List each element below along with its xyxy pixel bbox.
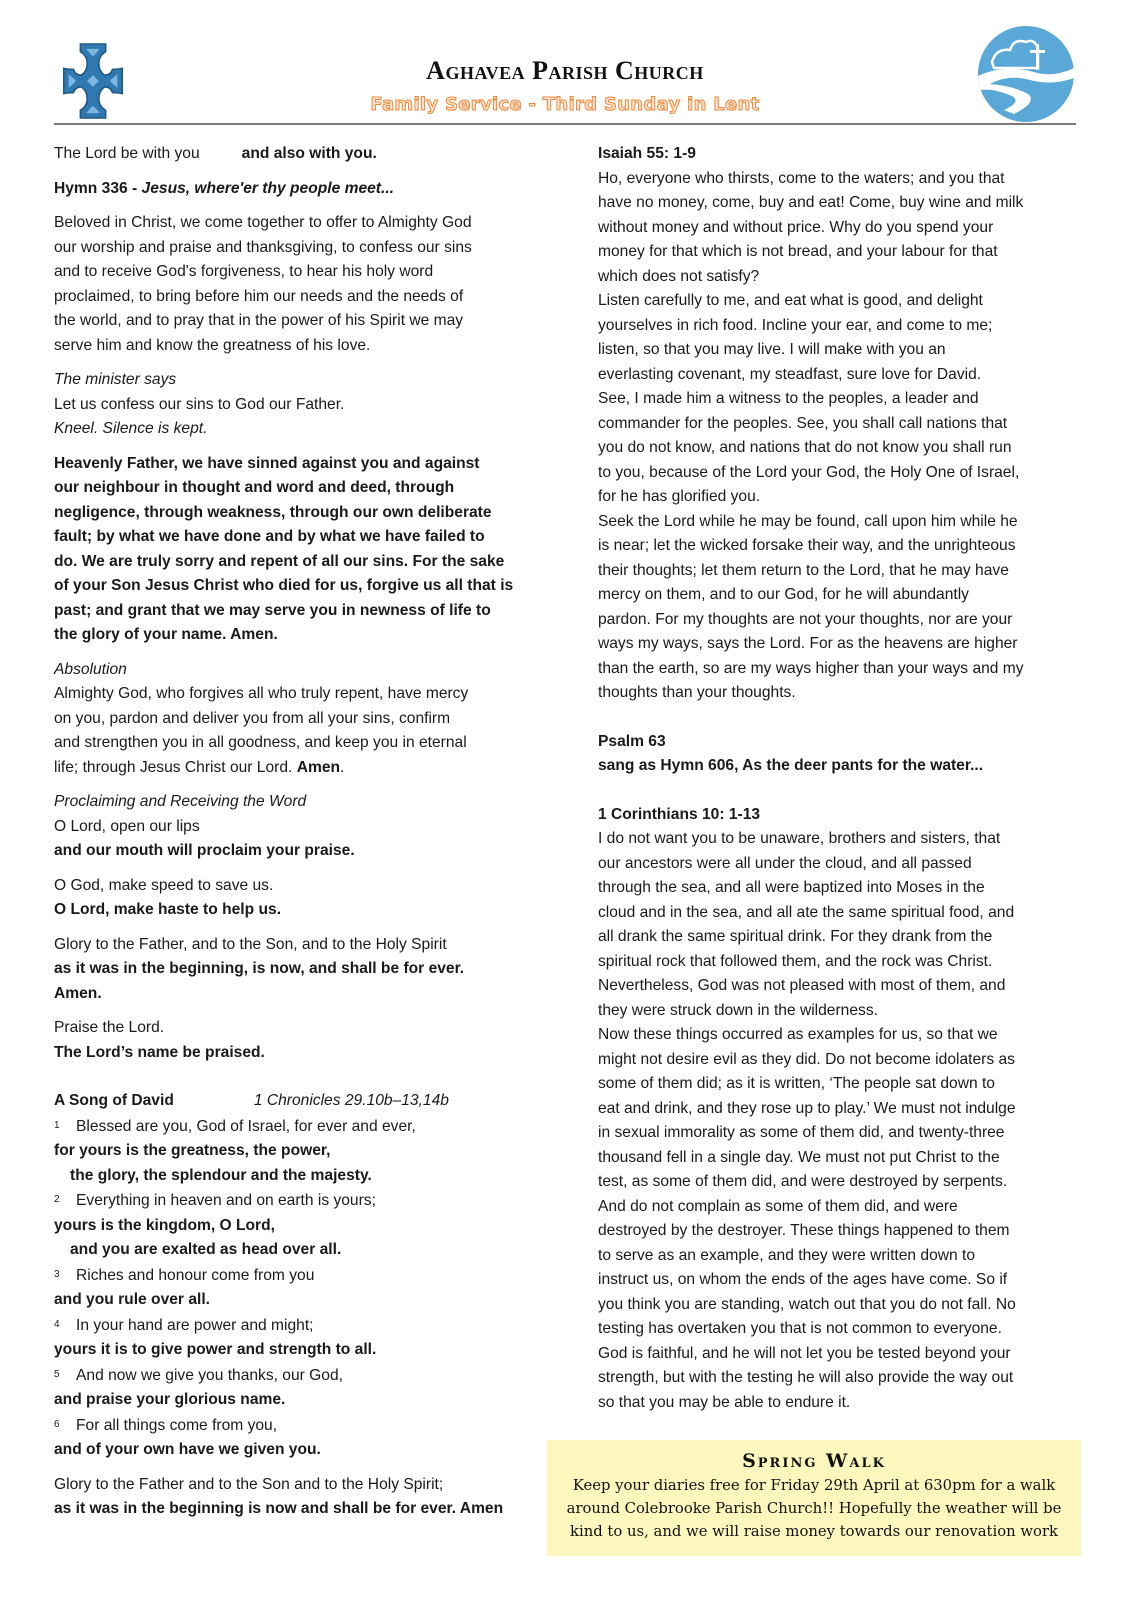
reading-line: our ancestors were all under the cloud, and all passed bbox=[598, 854, 972, 872]
confession-line: past; and grant that we may serve you in newness of life to bbox=[54, 601, 491, 619]
reading-line: to serve as an example, and they were written down to bbox=[598, 1246, 976, 1264]
confession-line: Heavenly Father, we have sinned against you and against bbox=[54, 454, 480, 472]
speed-response: O Lord, make haste to help us. bbox=[54, 901, 282, 918]
reading-line: cloud and in the sea, and all ate the same spiritual food, and bbox=[598, 903, 1015, 921]
verse-response: and of your own have we given you. bbox=[54, 1441, 321, 1458]
final-gloria-versicle: Glory to the Father and to the Son and to the Holy Spirit; bbox=[54, 1475, 444, 1493]
verse-text: Riches and honour come from you bbox=[76, 1266, 315, 1284]
notice-title: Spring Walk bbox=[742, 1450, 886, 1472]
intro-line: Beloved in Christ, we come together to offer to Almighty God bbox=[54, 214, 472, 231]
isaiah-heading: Isaiah 55: 1-9 bbox=[598, 145, 696, 162]
praise-response: The Lord’s name be praised. bbox=[54, 1043, 265, 1061]
verse-number: 3 bbox=[54, 1268, 60, 1280]
reading-line: thoughts than your thoughts. bbox=[598, 684, 796, 701]
song-title: A Song of David bbox=[54, 1092, 174, 1109]
reading-line: is near; let the wicked forsake their way, and the unrighteous bbox=[598, 537, 1016, 554]
corinthians-heading: 1 Corinthians 10: 1-13 bbox=[598, 805, 761, 823]
song-reference: 1 Chronicles 29.10b–13,14b bbox=[253, 1092, 449, 1109]
absolution-last-line bbox=[54, 756, 534, 781]
hill-cross-river-logo-icon bbox=[974, 24, 1078, 124]
intro-line: the world, and to pray that in the power of his Spirit we may bbox=[54, 312, 464, 329]
reading-line: strength, but with the testing he will also provide the way out bbox=[598, 1369, 1014, 1386]
verse-text: In your hand are power and might; bbox=[76, 1316, 314, 1334]
reading-line: which does not satisfy? bbox=[598, 267, 760, 285]
gloria-versicle: Glory to the Father, and to the Son, and to the Holy Spirit bbox=[54, 935, 447, 953]
verse-response: yours it is to give power and strength to all. bbox=[54, 1341, 377, 1358]
confession-line: fault; by what we have done and by what we have failed to bbox=[54, 528, 485, 545]
reading-line: without money and without price. Why do you spend your bbox=[598, 218, 994, 236]
corinthians-reading bbox=[598, 803, 1078, 1416]
page-header bbox=[0, 0, 1130, 128]
confession-call bbox=[54, 368, 534, 442]
verse-response: yours is the kingdom, O Lord, bbox=[54, 1216, 275, 1234]
reading-line: destroyed by the destroyer. These things happened to them bbox=[598, 1222, 1010, 1239]
hymn-label: Hymn 336 - bbox=[54, 179, 142, 197]
header-divider bbox=[54, 123, 1076, 125]
confession-prayer bbox=[54, 452, 534, 648]
intro-line: serve him and know the greatness of his love. bbox=[54, 336, 371, 354]
hymn-title: Jesus, where'er thy people meet... bbox=[141, 179, 394, 197]
gloria-section bbox=[54, 933, 534, 1007]
reading-line: their thoughts; let them return to the Lord, that he may have bbox=[598, 561, 1009, 579]
reading-line: spiritual rock that followed them, and the rock was Christ. bbox=[598, 952, 993, 970]
verse-number: 2 bbox=[54, 1194, 60, 1205]
reading-line: mercy on them, and to our God, for he will abundantly bbox=[598, 586, 969, 603]
notice-body bbox=[547, 1474, 1081, 1543]
notice-line: Keep your diaries free for Friday 29th April at 630pm for a walk bbox=[572, 1477, 1056, 1494]
confession-line: negligence, through weakness, through our own deliberate bbox=[54, 503, 492, 521]
reading-line: some of them did; as it is written, ‘The people sat down to bbox=[598, 1075, 995, 1092]
word-section bbox=[54, 790, 534, 864]
reading-line: through the sea, and all were baptized into Moses in the bbox=[598, 879, 985, 896]
reading-line: test, as some of them did, and were destroyed by serpents. bbox=[598, 1173, 1008, 1190]
absolution bbox=[54, 658, 534, 781]
absolution-amen: Amen bbox=[296, 758, 341, 776]
confess-call-text: Let us confess our sins to God our Father. bbox=[54, 395, 345, 413]
service-subtitle: Family Service - Third Sunday in Lent bbox=[370, 94, 760, 115]
verse-response: for yours is the greatness, the power, bbox=[54, 1142, 331, 1159]
absolution-line: life; through Jesus Christ our Lord. bbox=[54, 758, 297, 776]
isaiah-text bbox=[598, 167, 1078, 706]
song-of-david bbox=[54, 1089, 534, 1463]
verse-response: and you are exalted as head over all. bbox=[70, 1241, 342, 1258]
song-heading bbox=[54, 1089, 534, 1114]
greeting bbox=[54, 142, 534, 167]
absolution-line: Almighty God, who forgives all who truly repent, have mercy bbox=[54, 685, 469, 702]
praise-versicle: Praise the Lord. bbox=[54, 1019, 165, 1036]
reading-line: everlasting covenant, my steadfast, sure love for David. bbox=[598, 365, 982, 383]
reading-line: listen, so that you may live. I will make with you an bbox=[598, 341, 946, 358]
absolution-period: . bbox=[340, 758, 345, 776]
verse-response: and praise your glorious name. bbox=[54, 1391, 286, 1408]
psalm-subheading: sang as Hymn 606, As the deer pants for the water... bbox=[598, 757, 984, 774]
reading-line: pardon. For my thoughts are not your thoughts, nor are your bbox=[598, 610, 1013, 628]
speed-section bbox=[54, 874, 534, 923]
reading-line: all drank the same spiritual drink. For they drank from the bbox=[598, 928, 993, 945]
reading-line: Ho, everyone who thirsts, come to the waters; and you that bbox=[598, 169, 1005, 187]
verse-response: and you rule over all. bbox=[54, 1291, 210, 1308]
reading-line: money for that which is not bread, and your labour for that bbox=[598, 243, 998, 260]
verse-text: Everything in heaven and on earth is yours; bbox=[76, 1192, 376, 1209]
psalm-section bbox=[598, 730, 1078, 779]
lips-response: and our mouth will proclaim your praise. bbox=[54, 842, 355, 859]
reading-line: you think you are standing, watch out that you do not fall. No bbox=[598, 1295, 1016, 1313]
minister-says-rubric: The minister says bbox=[54, 371, 177, 388]
final-gloria-response: as it was in the beginning is now and shall be for ever. Amen bbox=[54, 1500, 504, 1517]
reading-line: to you, because of the Lord your God, the Holy One of Israel, bbox=[598, 463, 1020, 481]
verse-text: Blessed are you, God of Israel, for ever and ever, bbox=[76, 1117, 416, 1135]
reading-line: Now these things occurred as examples for us, so that we bbox=[598, 1026, 998, 1043]
intro-paragraph bbox=[54, 211, 534, 358]
reading-line: so that you may be able to endure it. bbox=[598, 1393, 851, 1411]
confession-line: the glory of your name. Amen. bbox=[54, 626, 278, 643]
reading-line: commander for the peoples. See, you shall call nations that bbox=[598, 414, 1008, 432]
gloria-amen: Amen. bbox=[54, 984, 102, 1002]
verse-number: 5 bbox=[54, 1368, 60, 1380]
hymn-line bbox=[54, 177, 534, 202]
reading-line: in sexual immorality as some of them did, and twenty-three bbox=[598, 1124, 1005, 1141]
greeting-minister: The Lord be with you bbox=[54, 145, 200, 162]
intro-line: and to receive God's forgiveness, to hear his holy word bbox=[54, 263, 434, 280]
greeting-response: and also with you. bbox=[241, 145, 377, 162]
verse-line bbox=[54, 1263, 534, 1289]
reading-line: God is faithful, and he will not let you be tested beyond your bbox=[598, 1344, 1011, 1362]
verse-response: the glory, the splendour and the majesty. bbox=[70, 1166, 372, 1184]
reading-line: they were struck down in the wilderness. bbox=[598, 1001, 878, 1019]
left-column bbox=[54, 142, 534, 1532]
verse-line bbox=[54, 1413, 534, 1439]
right-column bbox=[598, 142, 1078, 1415]
verse-line bbox=[54, 1363, 534, 1389]
gloria-response: as it was in the beginning, is now, and shall be for ever. bbox=[54, 960, 465, 977]
reading-line: I do not want you to be unaware, brothers and sisters, that bbox=[598, 830, 1001, 847]
notice-line: kind to us, and we will raise money towards our renovation work bbox=[570, 1523, 1058, 1540]
reading-line: instruct us, on whom the ends of the ages have come. So if bbox=[598, 1271, 1008, 1288]
praise-section bbox=[54, 1016, 534, 1065]
absolution-line: and strengthen you in all goodness, and keep you in eternal bbox=[54, 734, 467, 751]
speed-versicle: O God, make speed to save us. bbox=[54, 876, 274, 894]
confession-line: our neighbour in thought and word and deed, through bbox=[54, 479, 455, 496]
reading-line: eat and drink, and they rose up to play.’ We must not indulge bbox=[598, 1099, 1016, 1117]
absolution-line: on you, pardon and deliver you from all your sins, confirm bbox=[54, 709, 451, 727]
verse-line bbox=[54, 1313, 534, 1339]
reading-line: Nevertheless, God was not pleased with most of them, and bbox=[598, 977, 1006, 994]
verse-line bbox=[54, 1188, 534, 1214]
isaiah-reading bbox=[598, 142, 1078, 706]
reading-line: ways my ways, says the Lord. For as the heavens are higher bbox=[598, 635, 1018, 652]
reading-line: you do not know, and nations that do not know you shall run bbox=[598, 439, 1012, 456]
reading-line: yourselves in rich food. Incline your ear, and come to me; bbox=[598, 316, 993, 334]
corinthians-text bbox=[598, 827, 1078, 1415]
reading-line: And do not complain as some of them did, and were bbox=[598, 1197, 958, 1215]
intro-line: our worship and praise and thanksgiving, to confess our sins bbox=[54, 238, 472, 256]
notice-line: around Colebrooke Parish Church!! Hopefully the weather will be bbox=[566, 1500, 1062, 1517]
verse-number: 4 bbox=[54, 1318, 60, 1330]
spring-walk-notice bbox=[547, 1440, 1081, 1556]
reading-line: Seek the Lord while he may be found, call upon him while he bbox=[598, 512, 1018, 530]
reading-line: testing has overtaken you that is not common to everyone. bbox=[598, 1320, 1002, 1337]
lips-versicle: O Lord, open our lips bbox=[54, 817, 200, 835]
reading-line: might not desire evil as they did. Do not become idolaters as bbox=[598, 1050, 1015, 1068]
kneel-rubric: Kneel. Silence is kept. bbox=[54, 420, 208, 437]
reading-line: than the earth, so are my ways higher than your ways and my bbox=[598, 659, 1024, 677]
verse-number: 1 bbox=[54, 1119, 60, 1131]
final-gloria bbox=[54, 1473, 534, 1522]
verse-text: For all things come from you, bbox=[76, 1416, 278, 1434]
word-heading: Proclaiming and Receiving the Word bbox=[54, 793, 307, 810]
absolution-heading: Absolution bbox=[54, 660, 127, 678]
intro-line: proclaimed, to bring before him our needs and the needs of bbox=[54, 287, 464, 305]
confession-line: do. We are truly sorry and repent of all our sins. For the sake bbox=[54, 552, 505, 570]
reading-line: thousand fell in a single day. We must not put Christ to the bbox=[598, 1148, 1000, 1166]
verse-line bbox=[54, 1114, 534, 1140]
verse-text: And now we give you thanks, our God, bbox=[76, 1366, 343, 1384]
verse-number: 6 bbox=[54, 1418, 60, 1430]
reading-line: See, I made him a witness to the peoples, a leader and bbox=[598, 390, 979, 407]
church-title: Aghavea Parish Church bbox=[426, 56, 704, 85]
reading-line: for he has glorified you. bbox=[598, 488, 761, 505]
confession-line: of your Son Jesus Christ who died for us, forgive us all that is bbox=[54, 577, 514, 594]
reading-line: Listen carefully to me, and eat what is good, and delight bbox=[598, 292, 983, 309]
reading-line: have no money, come, buy and eat! Come, buy wine and milk bbox=[598, 194, 1024, 211]
psalm-heading: Psalm 63 bbox=[598, 732, 666, 750]
